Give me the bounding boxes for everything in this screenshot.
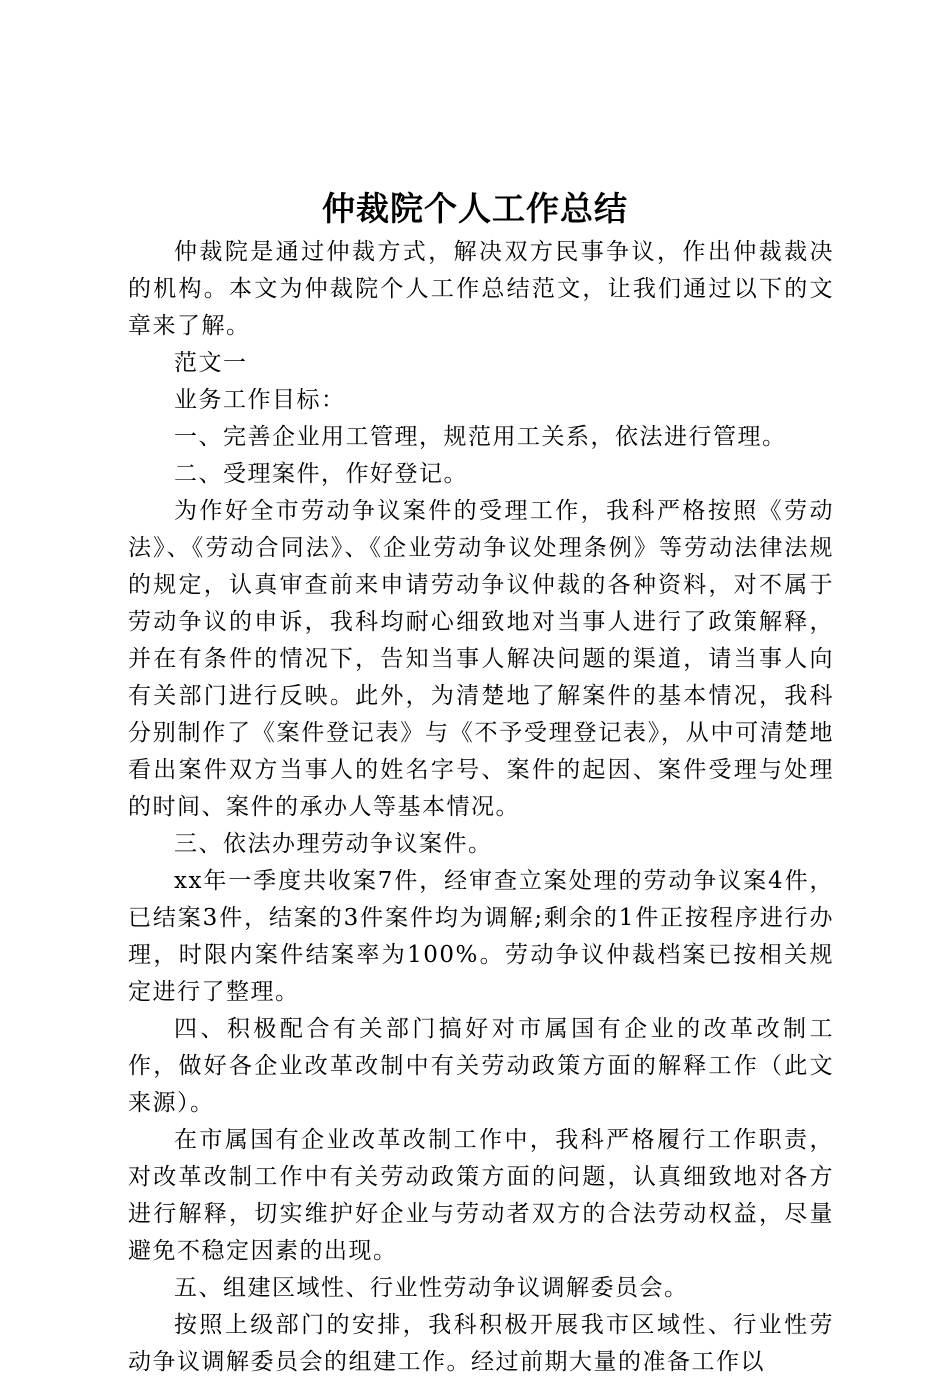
paragraph-sample-heading: 范文一 bbox=[174, 350, 248, 376]
paragraph-committee-setup: 按照上级部门的安排，我科积极开展我市区域性、行业性劳动争议调解委员会的组建工作。经过前期大量的准备工作以 bbox=[128, 1312, 834, 1375]
document-title: 仲裁院个人工作总结 bbox=[322, 189, 628, 228]
paragraph-work-goals: 业务工作目标： bbox=[174, 387, 346, 413]
paragraph-item-1: 一、完善企业用工管理，规范用工关系，依法进行管理。 bbox=[174, 424, 787, 450]
paragraph-intro: 仲裁院是通过仲裁方式，解决双方民事争议，作出仲裁裁决的机构。本文为仲裁院个人工作总结范文，让我们通过以下的文章来了解。 bbox=[128, 239, 834, 339]
paragraph-item-3: 三、依法办理劳动争议案件。 bbox=[174, 831, 493, 857]
paragraph-case-statistics: xx年一季度共收案7件，经审查立案处理的劳动争议案4件，已结案3件，结案的3件案件均为调解;剩余的1件正按程序进行办理，时限内案件结案率为100%。劳动争议仲裁档案已按相关规定进行了整理。 bbox=[128, 868, 834, 1005]
document-body bbox=[128, 234, 834, 1381]
paragraph-case-acceptance: 为作好全市劳动争议案件的受理工作，我科严格按照《劳动法》、《劳动合同法》、《企业劳动争议处理条例》等劳动法律法规的规定，认真审查前来申请劳动争议仲裁的各种资料，对不属于劳动争议的申诉，我科均耐心细致地对当事人进行了政策解释，并在有条件的情况下，告知当事人解决问题的渠道，请当事人向有关部门进行反映。此外，为清楚地了解案件的基本情况，我科分别制作了《案件登记表》与《不予受理登记表》，从中可清楚地看出案件双方当事人的姓名字号、案件的起因、案件受理与处理的时间、案件的承办人等基本情况。 bbox=[128, 498, 834, 820]
paragraph-reform-work: 在市属国有企业改革改制工作中，我科严格履行工作职责，对改革改制工作中有关劳动政策方面的问题，认真细致地对各方进行解释，切实维护好企业与劳动者双方的合法劳动权益，尽量避免不稳定因素的出现。 bbox=[128, 1127, 834, 1264]
paragraph-item-4: 四、积极配合有关部门搞好对市属国有企业的改革改制工作，做好各企业改革改制中有关劳动政策方面的解释工作（此文来源）。 bbox=[128, 1016, 834, 1116]
paragraph-item-2: 二、受理案件，作好登记。 bbox=[174, 461, 468, 487]
paragraph-item-5: 五、组建区域性、行业性劳动争议调解委员会。 bbox=[174, 1275, 689, 1301]
